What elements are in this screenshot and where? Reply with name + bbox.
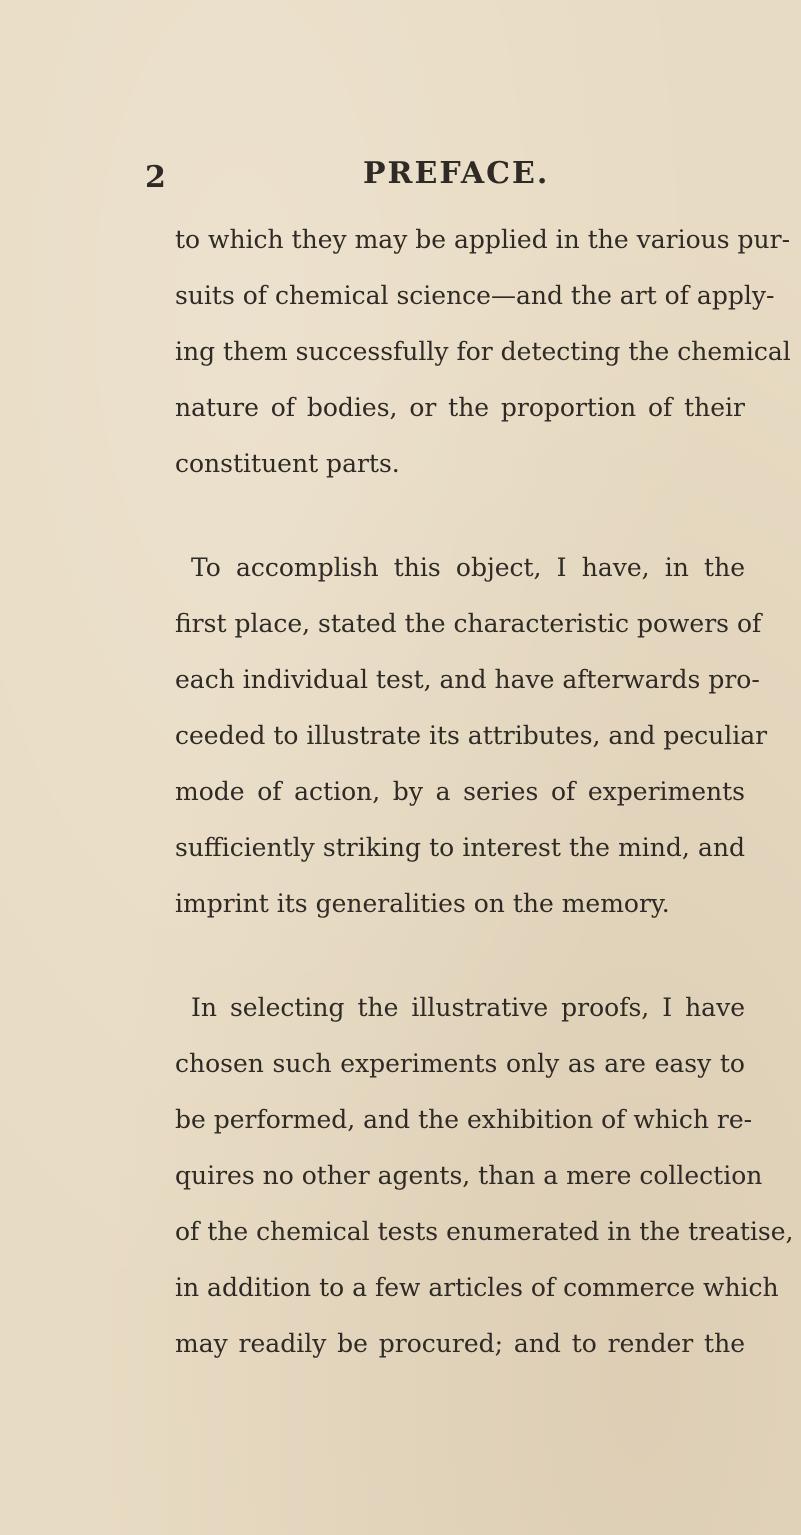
text-line: To accomplish this object, I have, in the <box>191 553 745 582</box>
text-line: quires no other agents, than a mere collection <box>175 1161 763 1190</box>
text-line: imprint its generalities on the memory. <box>175 889 670 918</box>
text-line: nature of bodies, or the proportion of their <box>175 393 745 422</box>
paragraph-2 <box>175 540 768 932</box>
text-line: of the chemical tests enumerated in the treatise, <box>175 1217 794 1246</box>
text-line: each individual test, and have afterwards pro- <box>175 665 760 694</box>
page-number: 2 <box>145 160 167 195</box>
text-line: to which they may be applied in the various pur- <box>175 225 791 254</box>
body-text <box>175 212 794 1420</box>
paragraph-1 <box>175 212 791 492</box>
text-line: In selecting the illustrative proofs, I have <box>191 993 745 1022</box>
running-title: PREFACE. <box>363 156 550 191</box>
text-line: may readily be procured; and to render the <box>175 1329 745 1358</box>
text-line: suits of chemical science—and the art of apply- <box>175 281 775 310</box>
text-line: sufficiently striking to interest the mind, and <box>175 833 745 862</box>
text-line: constituent parts. <box>175 449 400 478</box>
paragraph-3 <box>175 980 794 1372</box>
text-line: ing them successfully for detecting the chemical <box>175 337 791 366</box>
text-line: be performed, and the exhibition of which re- <box>175 1105 753 1134</box>
text-line: first place, stated the characteristic powers of <box>175 609 762 638</box>
text-line: chosen such experiments only as are easy to <box>175 1049 745 1078</box>
text-line: ceeded to illustrate its attributes, and peculiar <box>175 721 768 750</box>
text-line: mode of action, by a series of experiments <box>175 777 745 806</box>
page-header <box>0 150 801 200</box>
text-line: in addition to a few articles of commerce which <box>175 1273 779 1302</box>
